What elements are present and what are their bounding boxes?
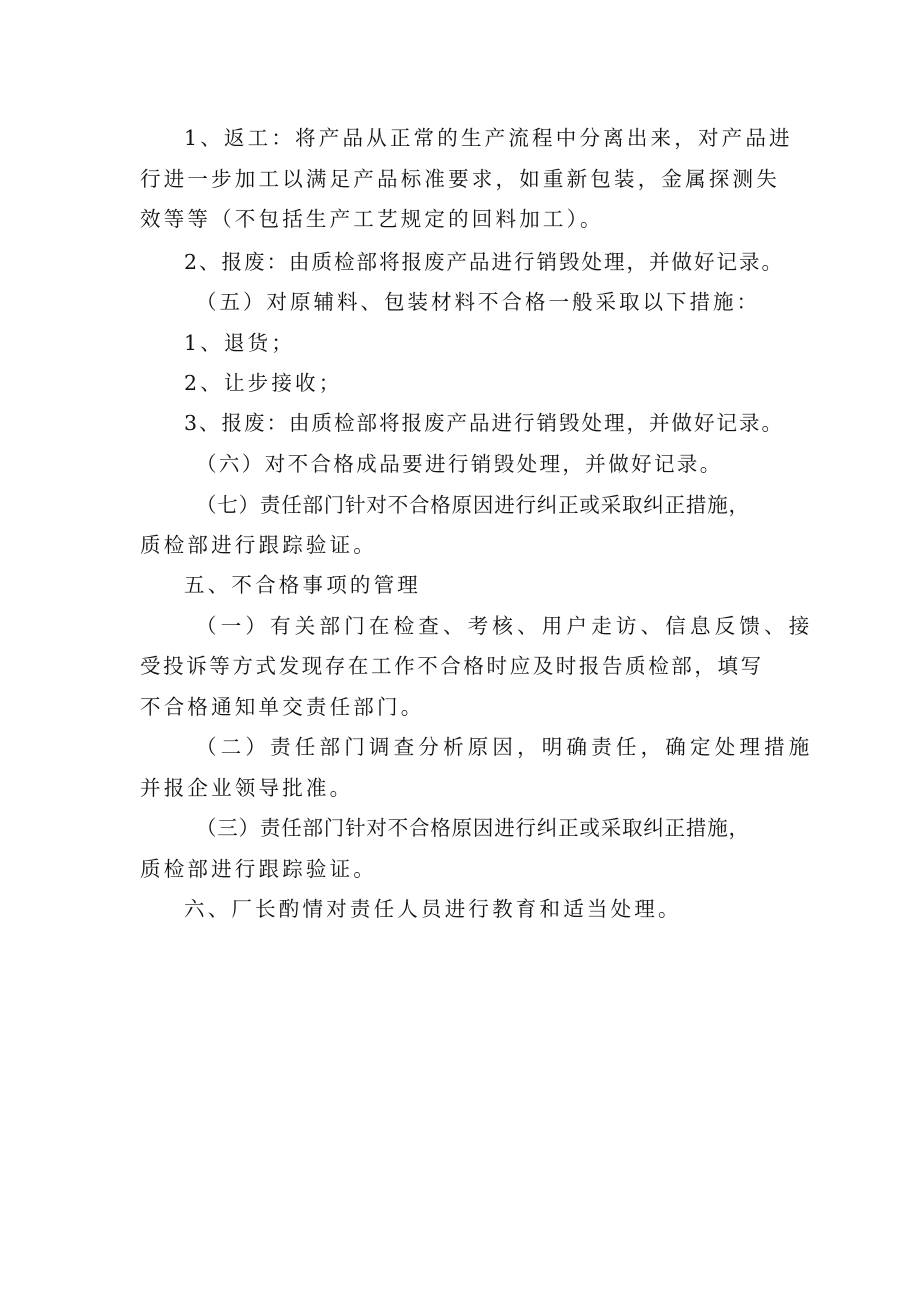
text-line: 并报企业领导批准。 [140, 776, 354, 800]
section-heading: 五、不合格事项的管理 [184, 573, 421, 597]
text-line: 2、报废：由质检部将报废产品进行销毁处理，并做好记录。 [184, 250, 785, 274]
section-heading: 六、厂长酌情对责任人员进行教育和适当处理。 [184, 897, 682, 921]
text-line: 2、让步接收； [184, 371, 343, 395]
text-line: （六）对不合格成品要进行销毁处理，并做好记录。 [196, 452, 723, 476]
text-line: 质检部进行跟踪验证。 [140, 533, 377, 557]
text-line: 行进一步加工以满足产品标准要求，如重新包装，金属探测失 [140, 167, 780, 191]
text-line: （一）有关部门在检查、考核、用户走访、信息反馈、接 [196, 614, 814, 638]
text-line: 不合格通知单交责任部门。 [140, 695, 425, 719]
text-line: 受投诉等方式发现存在工作不合格时应及时报告质检部，填写 [140, 654, 764, 678]
text-line: 3、报废：由质检部将报废产品进行销毁处理，并做好记录。 [184, 411, 785, 435]
text-line: 效等等（不包括生产工艺规定的回料加工）。 [140, 207, 604, 231]
text-line: 质检部进行跟踪验证。 [140, 857, 377, 881]
text-line: （五）对原辅料、包装材料不合格一般采取以下措施： [196, 290, 760, 314]
text-line: 1、退货； [184, 331, 296, 355]
text-line: （二）责任部门调查分析原因，明确责任，确定处理措施 [196, 735, 814, 759]
text-line: （三）责任部门针对不合格原因进行纠正或采取纠正措施， [196, 816, 750, 840]
text-line: （七）责任部门针对不合格原因进行纠正或采取纠正措施， [196, 493, 750, 517]
text-line: 1、返工：将产品从正常的生产流程中分离出来，对产品进 [184, 126, 793, 150]
